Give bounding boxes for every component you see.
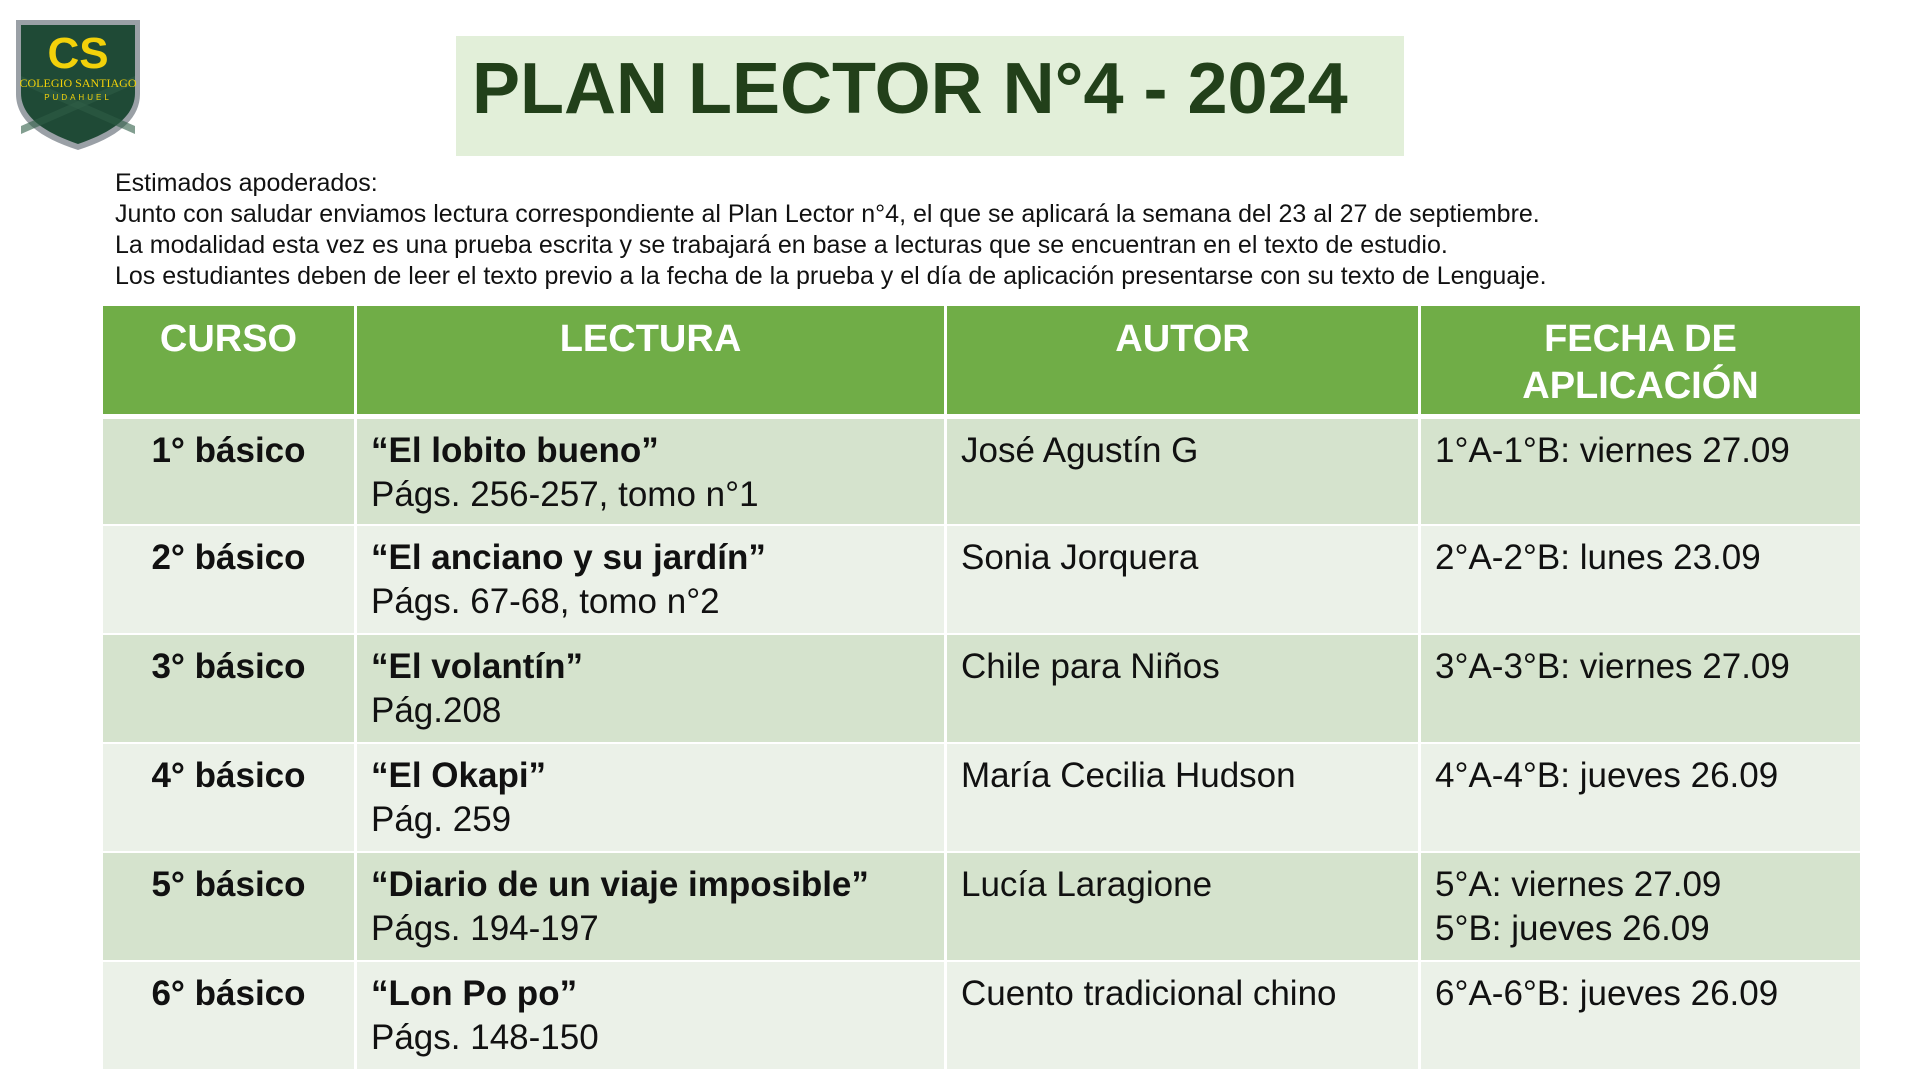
page-title: PLAN LECTOR N°4 - 2024 [472, 49, 1348, 129]
cell-curso: 4° básico [102, 743, 356, 852]
title-banner [456, 36, 1404, 156]
cell-lectura [356, 525, 946, 634]
reading-title: “Lon Po po” [371, 974, 578, 1013]
header-curso: CURSO [102, 306, 356, 416]
cell-curso: 6° básico [102, 961, 356, 1070]
cell-lectura [356, 416, 946, 525]
reading-pages: Pág. 259 [371, 800, 512, 839]
reading-title: “Diario de un viaje imposible” [371, 865, 869, 904]
table-row [102, 961, 1862, 1070]
cell-autor: Chile para Niños [946, 634, 1420, 743]
reading-title: “El volantín” [371, 647, 583, 686]
header-autor: AUTOR [946, 306, 1420, 416]
reading-pages: Págs. 67-68, tomo n°2 [371, 582, 720, 621]
cell-autor: Lucía Laragione [946, 852, 1420, 961]
reading-pages: Pág.208 [371, 691, 502, 730]
reading-title: “El lobito bueno” [371, 430, 659, 470]
table-header-row [102, 306, 1862, 416]
cell-autor: Sonia Jorquera [946, 525, 1420, 634]
reading-title: “El Okapi” [371, 756, 547, 795]
logo-initials: CS [47, 29, 109, 78]
school-shield-icon [12, 16, 144, 154]
cell-autor: María Cecilia Hudson [946, 743, 1420, 852]
reading-pages: Págs. 256-257, tomo n°1 [371, 474, 759, 514]
date-line: 4°A-4°B: jueves 26.09 [1435, 756, 1779, 795]
cell-autor: José Agustín G [946, 416, 1420, 525]
reading-pages: Págs. 194-197 [371, 909, 599, 948]
cell-curso: 1° básico [102, 416, 356, 525]
header-fecha-line-2: APLICACIÓN [1522, 365, 1759, 407]
cell-lectura [356, 961, 946, 1070]
table-row [102, 743, 1862, 852]
logo-school-name: COLEGIO SANTIAGO [19, 76, 137, 90]
cell-fecha [1420, 961, 1862, 1070]
cell-autor: Cuento tradicional chino [946, 961, 1420, 1070]
reading-pages: Págs. 148-150 [371, 1018, 599, 1057]
cell-curso: 2° básico [102, 525, 356, 634]
cell-fecha [1420, 852, 1862, 961]
intro-greeting: Estimados apoderados: [115, 169, 378, 197]
intro-line-3: Los estudiantes deben de leer el texto previo a la fecha de la prueba y el día de aplicación presentarse con su texto de Lenguaje. [115, 262, 1547, 290]
cell-fecha [1420, 416, 1862, 525]
date-line: 6°A-6°B: jueves 26.09 [1435, 974, 1779, 1013]
cell-lectura [356, 743, 946, 852]
school-logo [12, 16, 144, 154]
reading-plan-table [100, 306, 1863, 1071]
intro-paragraph [115, 168, 1875, 292]
cell-fecha [1420, 634, 1862, 743]
table-row [102, 634, 1862, 743]
reading-title: “El anciano y su jardín” [371, 538, 766, 577]
cell-curso: 5° básico [102, 852, 356, 961]
table-row [102, 525, 1862, 634]
logo-location: PUDAHUEL [44, 93, 112, 102]
header-lectura: LECTURA [356, 306, 946, 416]
date-line: 5°A: viernes 27.09 [1435, 865, 1722, 904]
cell-lectura [356, 852, 946, 961]
cell-fecha [1420, 743, 1862, 852]
date-line: 2°A-2°B: lunes 23.09 [1435, 538, 1761, 577]
intro-line-2: La modalidad esta vez es una prueba escrita y se trabajará en base a lecturas que se encuentran en el texto de estudio. [115, 231, 1448, 259]
header-fecha [1420, 306, 1862, 416]
intro-line-1: Junto con saludar enviamos lectura correspondiente al Plan Lector n°4, el que se aplicará la semana del 23 al 27 de septiembre. [115, 200, 1540, 228]
cell-lectura [356, 634, 946, 743]
header-fecha-line-1: FECHA DE [1544, 318, 1737, 360]
cell-fecha [1420, 525, 1862, 634]
table-row [102, 416, 1862, 525]
cell-curso: 3° básico [102, 634, 356, 743]
date-line: 1°A-1°B: viernes 27.09 [1435, 430, 1790, 470]
table-row [102, 852, 1862, 961]
date-line: 5°B: jueves 26.09 [1435, 909, 1710, 948]
date-line: 3°A-3°B: viernes 27.09 [1435, 647, 1790, 686]
